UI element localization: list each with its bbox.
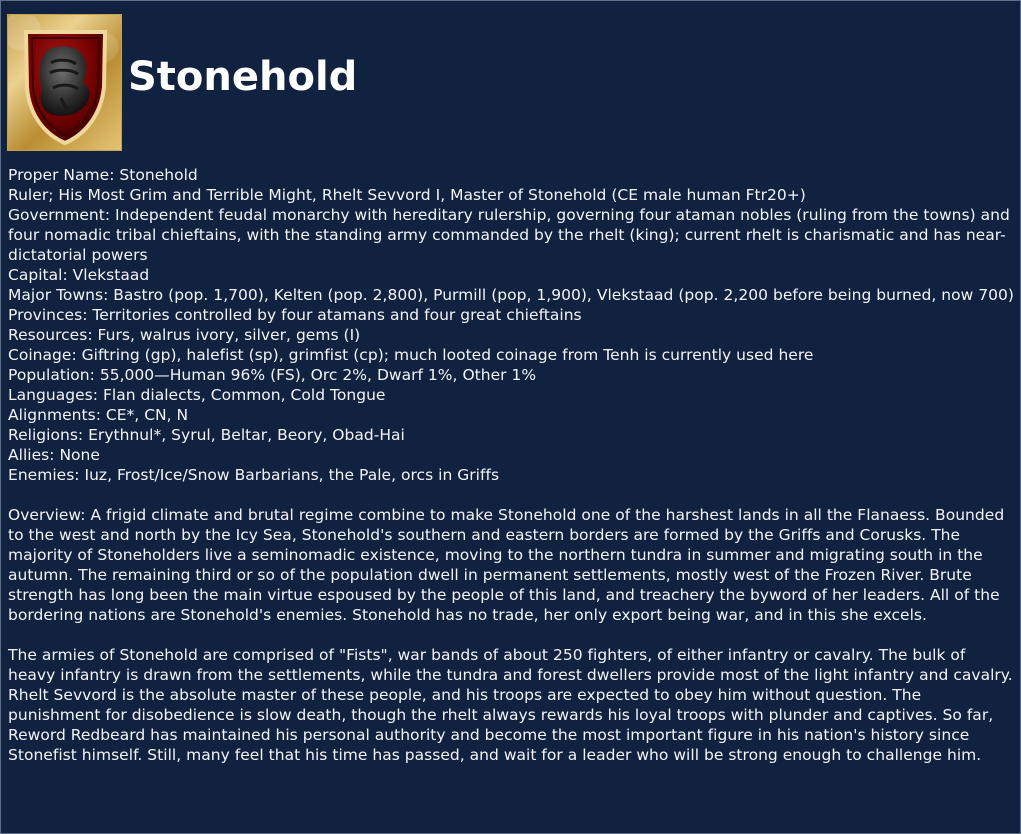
- fact-major-towns: Major Towns: Bastro (pop. 1,700), Kelten (pop. 2,800), Purmill (pop, 1,900), Vlekstaad (pop. 2,200 before being burned, now 700): [8, 286, 1014, 304]
- fact-ruler: Ruler; His Most Grim and Terrible Might, Rhelt Sevvord I, Master of Stonehold (CE male human Ftr20+): [8, 186, 806, 204]
- armies-paragraph: The armies of Stonehold are comprised of "Fists", war bands of about 250 fighters, of either infantry or cavalry. The bulk of heavy infantry is drawn from the settlements, while the tundra and forest dwellers provide most of the light infantry and cavalry. Rhelt Sevvord is the absolute master of these people, and his troops are expected to obey him without question. The punishment for disobedience is slow death, though the rhelt always rewards his loyal troops with plunder and captives. So far, Reword Redbeard has maintained his personal authority and become the most important figure in his nation's history since Stonefist himself. Still, many feel that his time has passed, and wait for a leader who will be strong enough to challenge him.: [8, 646, 1013, 764]
- fact-government: Government: Independent feudal monarchy with hereditary rulership, governing four ataman nobles (ruling from the towns) and four nomadic tribal chieftains, with the standing army commanded by the rhelt (king); current rhelt is charismatic and has near-dictatorial powers: [8, 206, 1010, 264]
- fact-list: [8, 165, 1015, 485]
- shield-crest-icon: [7, 14, 122, 151]
- shield-crest-art: [8, 15, 123, 152]
- fact-coinage: Coinage: Giftring (gp), halefist (sp), grimfist (cp); much looted coinage from Tenh is currently used here: [8, 346, 814, 364]
- fact-proper-name: Proper Name: Stonehold: [8, 166, 198, 184]
- fact-resources: Resources: Furs, walrus ivory, silver, gems (I): [8, 326, 361, 344]
- fact-allies: Allies: None: [8, 446, 100, 464]
- fact-population: Population: 55,000—Human 96% (FS), Orc 2%, Dwarf 1%, Other 1%: [8, 366, 537, 384]
- fact-capital: Capital: Vlekstaad: [8, 266, 150, 284]
- fact-languages: Languages: Flan dialects, Common, Cold Tongue: [8, 386, 386, 404]
- overview-paragraph: Overview: A frigid climate and brutal regime combine to make Stonehold one of the harshest lands in all the Flanaess. Bounded to the west and north by the Icy Sea, Stonehold's southern and eastern borders are formed by the Griffs and Corusks. The majority of Stoneholders live a seminomadic existence, moving to the northern tundra in summer and migrating south in the autumn. The remaining third or so of the population dwell in permanent settlements, mostly west of the Frozen River. Brute strength has long been the main virtue espoused by the people of this land, and treachery the byword of her leaders. All of the bordering nations are Stonehold's enemies. Stonehold has no trade, her only export being war, and in this she excels.: [8, 506, 1005, 624]
- fact-enemies: Enemies: Iuz, Frost/Ice/Snow Barbarians, the Pale, orcs in Griffs: [8, 466, 500, 484]
- fact-provinces: Provinces: Territories controlled by four atamans and four great chieftains: [8, 306, 582, 324]
- fact-alignments: Alignments: CE*, CN, N: [8, 406, 189, 424]
- page-title: Stonehold: [128, 54, 358, 100]
- fact-religions: Religions: Erythnul*, Syrul, Beltar, Beory, Obad-Hai: [8, 426, 405, 444]
- header: [7, 14, 527, 154]
- document-content: [8, 165, 1015, 765]
